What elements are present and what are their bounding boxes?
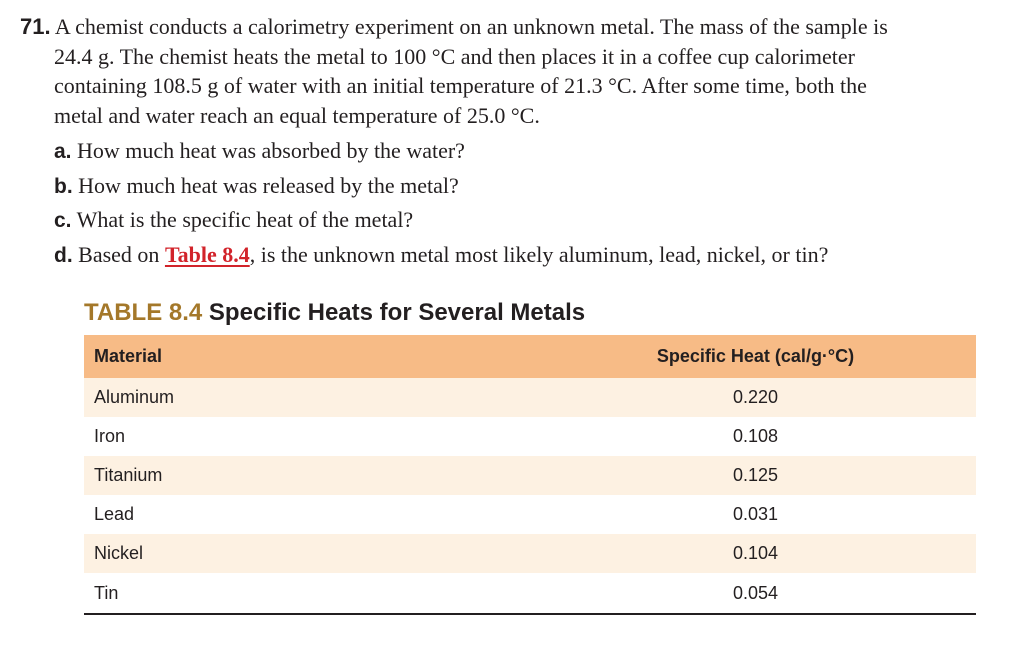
- sub-question-c: [20, 203, 1005, 238]
- problem-71: [20, 12, 1005, 272]
- cell-material: Iron: [94, 426, 126, 446]
- cell-material: Aluminum: [94, 387, 175, 407]
- table-row: [84, 456, 976, 495]
- table-row: [84, 573, 976, 614]
- sub-question-text-before: Based on: [78, 241, 160, 267]
- sub-question-d: [20, 238, 1005, 273]
- header-material: Material: [94, 346, 163, 366]
- problem-number: 71.: [20, 14, 51, 39]
- problem-stem-line: 24.4 g. The chemist heats the metal to 100 °C and then places it in a coffee cup calorimeter: [54, 43, 855, 69]
- cell-specific-heat: 0.054: [535, 573, 976, 614]
- table-row: [84, 495, 976, 534]
- cell-material: Tin: [84, 573, 535, 614]
- problem-stem-line: containing 108.5 g of water with an initial temperature of 21.3 °C. After some time, both the: [54, 73, 867, 98]
- problem-stem-line: [20, 12, 1005, 42]
- table-caption: [84, 297, 976, 329]
- cell-material: Titanium: [94, 465, 163, 485]
- problem-stem-text: A chemist conducts a calorimetry experiment on an unknown metal. The mass of the sample is: [54, 14, 888, 39]
- table-row: [84, 417, 976, 456]
- specific-heat-table-block: [84, 297, 976, 615]
- cell-specific-heat: 0.125: [732, 465, 779, 485]
- table-row: [84, 534, 976, 573]
- sub-question-a: [20, 134, 1005, 169]
- cell-material: Lead: [94, 504, 135, 524]
- problem-stem-line: metal and water reach an equal temperature of 25.0 °C.: [54, 102, 540, 128]
- sub-question-b: [20, 169, 1005, 204]
- table-header-row: [84, 335, 976, 378]
- sub-questions: [20, 134, 1005, 272]
- cell-specific-heat: 0.031: [732, 504, 779, 524]
- sub-question-text: How much heat was released by the metal?: [78, 172, 459, 198]
- cell-specific-heat: 0.220: [732, 387, 779, 407]
- specific-heat-table: [84, 335, 976, 615]
- cell-specific-heat: 0.104: [732, 543, 779, 563]
- cell-material: Nickel: [94, 543, 144, 563]
- sub-question-text: What is the specific heat of the metal?: [76, 207, 414, 232]
- table-caption-title: Specific Heats for Several Metals: [208, 299, 586, 326]
- sub-question-letter: b.: [54, 174, 73, 198]
- sub-question-text: How much heat was absorbed by the water?: [77, 138, 465, 163]
- sub-question-text-after: , is the unknown metal most likely aluminum, lead, nickel, or tin?: [249, 241, 829, 267]
- table-row: [84, 378, 976, 417]
- sub-question-letter: c.: [54, 209, 72, 232]
- table-caption-number: TABLE 8.4: [84, 299, 203, 326]
- header-specific-heat: Specific Heat (cal/g·°C): [656, 346, 855, 366]
- sub-question-letter: a.: [54, 140, 72, 163]
- table-reference-link[interactable]: Table 8.4: [164, 241, 250, 267]
- cell-specific-heat: 0.108: [732, 426, 779, 446]
- sub-question-letter: d.: [54, 243, 73, 267]
